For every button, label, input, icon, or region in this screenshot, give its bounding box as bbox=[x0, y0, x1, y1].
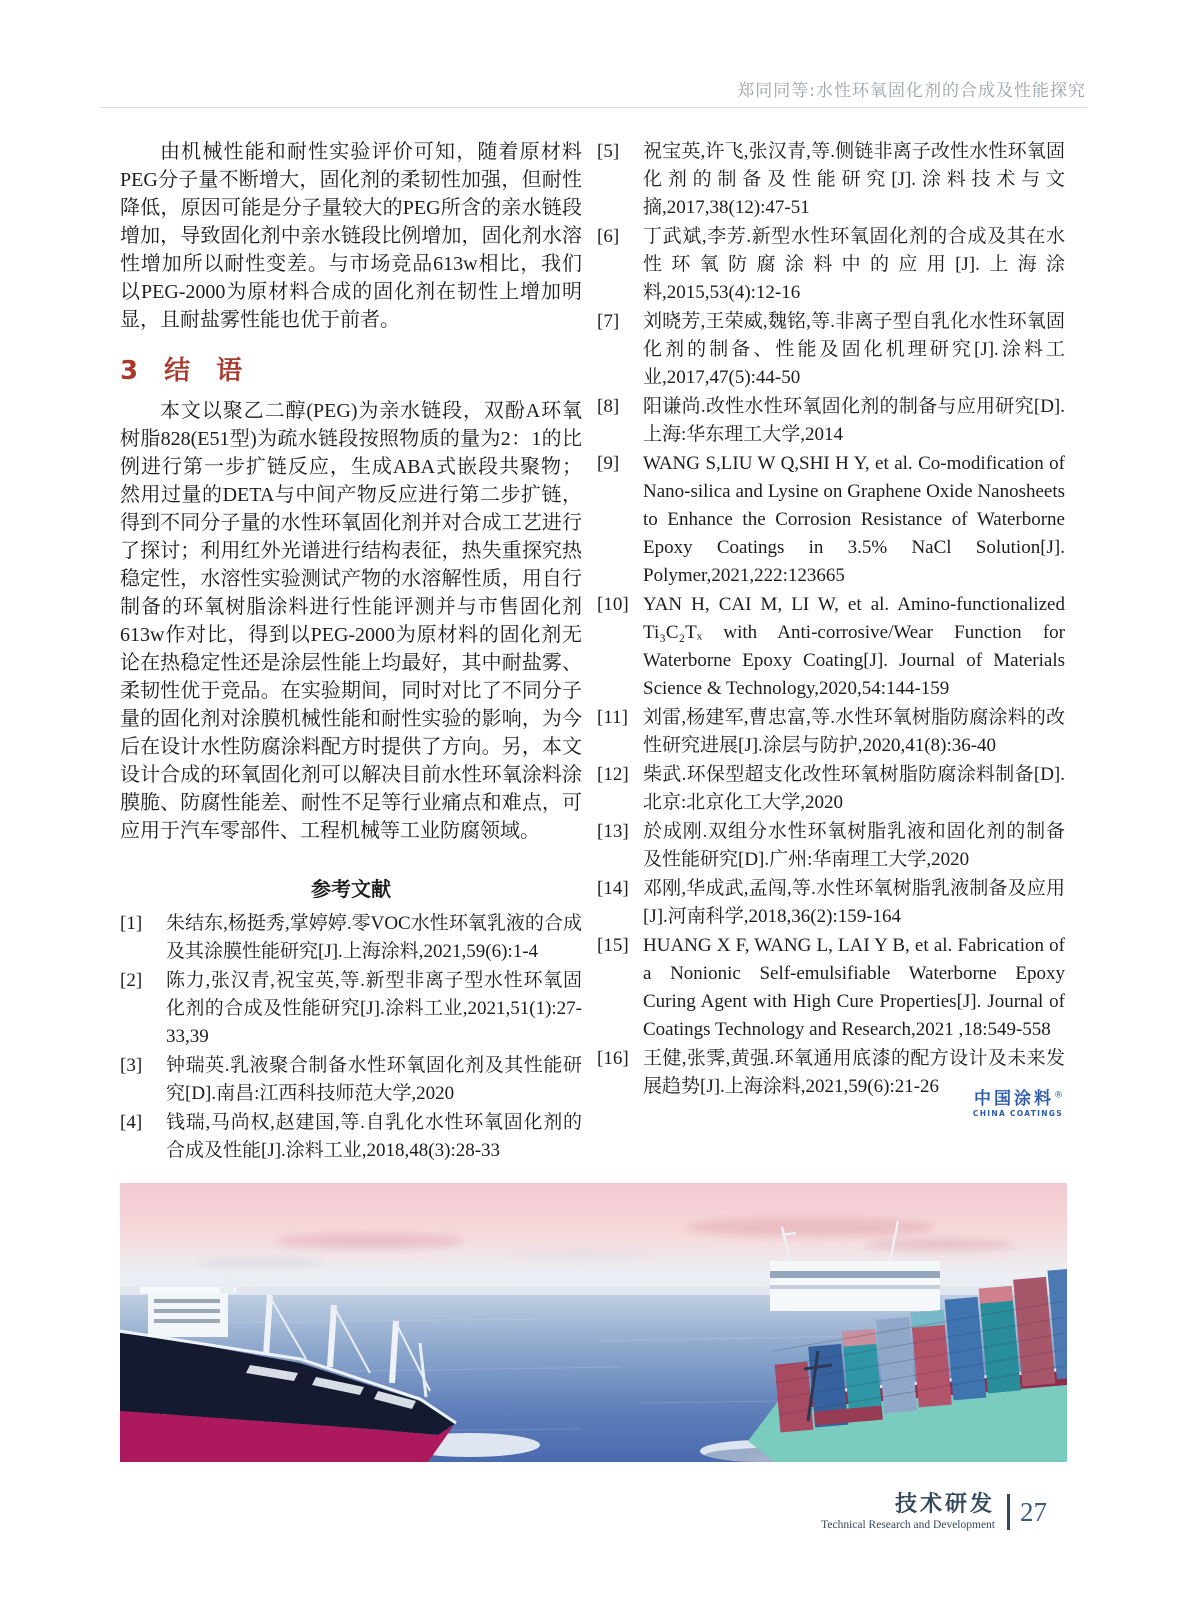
reference-item bbox=[597, 761, 1065, 817]
reference-text: 柴武.环保型超支化改性环氧树脂防腐涂料制备[D].北京:北京化工大学,2020 bbox=[643, 764, 1065, 813]
reference-number: [12] bbox=[597, 764, 629, 785]
reference-item bbox=[597, 393, 1065, 449]
footer-divider bbox=[1007, 1494, 1010, 1530]
section-number: 3 bbox=[120, 356, 139, 386]
logo-text-en: CHINA COATINGS bbox=[972, 1108, 1063, 1118]
superstructure-windows bbox=[154, 1299, 220, 1323]
reference-text: 於成刚.双组分水性环氧树脂乳液和固化剂的制备及性能研究[D].广州:华南理工大学,2020 bbox=[643, 821, 1065, 870]
section-title: 结 语 bbox=[164, 356, 243, 386]
reference-number: [4] bbox=[120, 1112, 143, 1133]
reference-number: [15] bbox=[597, 935, 629, 956]
ships-photo bbox=[120, 1183, 1067, 1462]
reference-number: [11] bbox=[597, 707, 628, 728]
reference-item bbox=[597, 932, 1065, 1044]
reference-text: YAN H, CAI M, LI W, et al. Amino-functionalized Ti₃C₂Tₓ with Anti-corrosive/Wear Function for Waterborne Epoxy Coating[J]. Journal of Materials Science & Technology,2020,54:144-159 bbox=[643, 594, 1065, 699]
header-rule bbox=[100, 107, 1087, 108]
reference-item bbox=[597, 138, 1065, 222]
reference-item bbox=[120, 967, 582, 1051]
running-head: 郑同同等:水性环氧固化剂的合成及性能探究 bbox=[737, 81, 1086, 101]
footer-section-title-en: Technical Research and Development bbox=[821, 1519, 995, 1531]
reference-item bbox=[597, 591, 1065, 703]
reference-text: 钟瑞英.乳液聚合制备水性环氧固化剂及其性能研究[D].南昌:江西科技师范大学,2020 bbox=[166, 1055, 582, 1104]
left-column bbox=[120, 138, 582, 1166]
page-footer bbox=[821, 1492, 1047, 1532]
reference-text: 朱结东,杨挺秀,掌婷婷.零VOC水性环氧乳液的合成及其涂膜性能研究[J].上海涂料,2021,59(6):1-4 bbox=[166, 913, 582, 962]
reference-text: 阳谦尚.改性水性环氧固化剂的制备与应用研究[D].上海:华东理工大学,2014 bbox=[643, 396, 1065, 445]
reference-number: [5] bbox=[597, 141, 620, 162]
page-number: 27 bbox=[1020, 1497, 1047, 1527]
references-heading: 参考文献 bbox=[311, 877, 391, 901]
section-heading bbox=[120, 350, 582, 387]
reference-text: 王健,张霁,黄强.环氧通用底漆的配方设计及未来发展趋势[J].上海涂料,2021,59(6):21-26 bbox=[643, 1048, 1065, 1097]
reference-number: [10] bbox=[597, 594, 629, 615]
reference-number: [14] bbox=[597, 878, 629, 899]
reference-text: 刘雷,杨建军,曹忠富,等.水性环氧树脂防腐涂料的改性研究进展[J].涂层与防护,2020,41(8):36-40 bbox=[643, 707, 1065, 756]
reference-number: [7] bbox=[597, 311, 620, 332]
reference-text: 丁武斌,李芳.新型水性环氧固化剂的合成及其在水性环氧防腐涂料中的应用[J].上海涂料,2015,53(4):12-16 bbox=[643, 226, 1065, 303]
reference-item bbox=[597, 223, 1065, 307]
reference-item bbox=[120, 1109, 582, 1165]
reference-item bbox=[597, 875, 1065, 931]
registered-mark-icon: ® bbox=[1054, 1090, 1063, 1101]
china-coatings-logo bbox=[973, 1090, 1063, 1118]
reference-number: [8] bbox=[597, 396, 620, 417]
reference-number: [1] bbox=[120, 913, 143, 934]
reference-item bbox=[120, 1052, 582, 1108]
conclusion-intro-paragraph: 由机械性能和耐性实验评价可知，随着原材料PEG分子量不断增大，固化剂的柔韧性加强，但耐性降低，原因可能是分子量较大的PEG所含的亲水链段增加，导致固化剂中亲水链段比例增加，固化剂水溶性增加所以耐性变差。与市场竞品613w相比，我们以PEG-2000为原材料合成的固化剂在韧性上增加明显，且耐盐雾性能也优于前者。 bbox=[120, 141, 582, 331]
reference-text: 祝宝英,许飞,张汉青,等.侧链非离子改性水性环氧固化剂的制备及性能研究[J].涂料技术与文摘,2017,38(12):47-51 bbox=[643, 141, 1065, 218]
reference-text: 陈力,张汉青,祝宝英,等.新型非离子型水性环氧固化剂的合成及性能研究[J].涂料工业,2021,51(1):27-33,39 bbox=[166, 970, 582, 1047]
reference-item bbox=[597, 308, 1065, 392]
reference-text: 钱瑞,马尚权,赵建国,等.自乳化水性环氧固化剂的合成及性能[J].涂料工业,2018,48(3):28-33 bbox=[166, 1112, 582, 1161]
reference-number: [3] bbox=[120, 1055, 143, 1076]
reference-number: [9] bbox=[597, 453, 620, 474]
reference-item bbox=[120, 910, 582, 966]
right-column bbox=[597, 138, 1065, 1102]
reference-text: WANG S,LIU W Q,SHI H Y, et al. Co-modification of Nano-silica and Lysine on Graphene Oxide Nanosheets to Enhance the Corrosion Resistance of Waterborne Epoxy Coatings in 3.5% NaCl Solution[J]. Polymer,2021,222:123665 bbox=[643, 453, 1065, 586]
reference-number: [6] bbox=[597, 226, 620, 247]
reference-item bbox=[597, 704, 1065, 760]
logo-text-zh: 中国涂料 bbox=[974, 1089, 1054, 1109]
footer-titles bbox=[821, 1492, 995, 1532]
reference-number: [16] bbox=[597, 1048, 629, 1069]
reference-item bbox=[597, 818, 1065, 874]
reference-text: 刘晓芳,王荣威,魏铭,等.非离子型自乳化水性环氧固化剂的制备、性能及固化机理研究[J].涂料工业,2017,47(5):44-50 bbox=[643, 311, 1065, 388]
conclusion-body-paragraph: 本文以聚乙二醇(PEG)为亲水链段，双酚A环氧树脂828(E51型)为疏水链段按照物质的量为2：1的比例进行第一步扩链反应，生成ABA式嵌段共聚物；然用过量的DETA与中间产物反应进行第二步扩链，得到不同分子量的水性环氧固化剂并对合成工艺进行了探讨；利用红外光谱进行结构表征，热失重探究热稳定性，水溶性实验测试产物的水溶解性质，用自行制备的环氧树脂涂料进行性能评测并与市售固化剂613w作对比，得到以PEG-2000为原材料的固化剂无论在热稳定性还是涂层性能上均最好，其中耐盐雾、柔韧性优于竞品。在实验期间，同时对比了不同分子量的固化剂对涂膜机械性能和耐性实验的影响，为今后在设计水性防腐涂料配方时提供了方向。另，本文设计合成的环氧固化剂可以解决目前水性环氧涂料涂膜脆、防腐性能差、耐性不足等行业痛点和难点，可应用于汽车零部件、工程机械等工业防腐领域。 bbox=[120, 400, 582, 842]
reference-text: HUANG X F, WANG L, LAI Y B, et al. Fabrication of a Nonionic Self-emulsifiable Waterborne Epoxy Curing Agent with High Cure Properties[J]. Journal of Coatings Technology and Research,2021 ,18:549-558 bbox=[643, 935, 1065, 1040]
footer-section-title-zh: 技术研发 bbox=[894, 1492, 995, 1517]
reference-text: 邓刚,华成武,孟闯,等.水性环氧树脂乳液制备及应用[J].河南科学,2018,36(2):159-164 bbox=[643, 878, 1065, 927]
reference-number: [13] bbox=[597, 821, 629, 842]
reference-item bbox=[597, 450, 1065, 590]
reference-number: [2] bbox=[120, 970, 143, 991]
